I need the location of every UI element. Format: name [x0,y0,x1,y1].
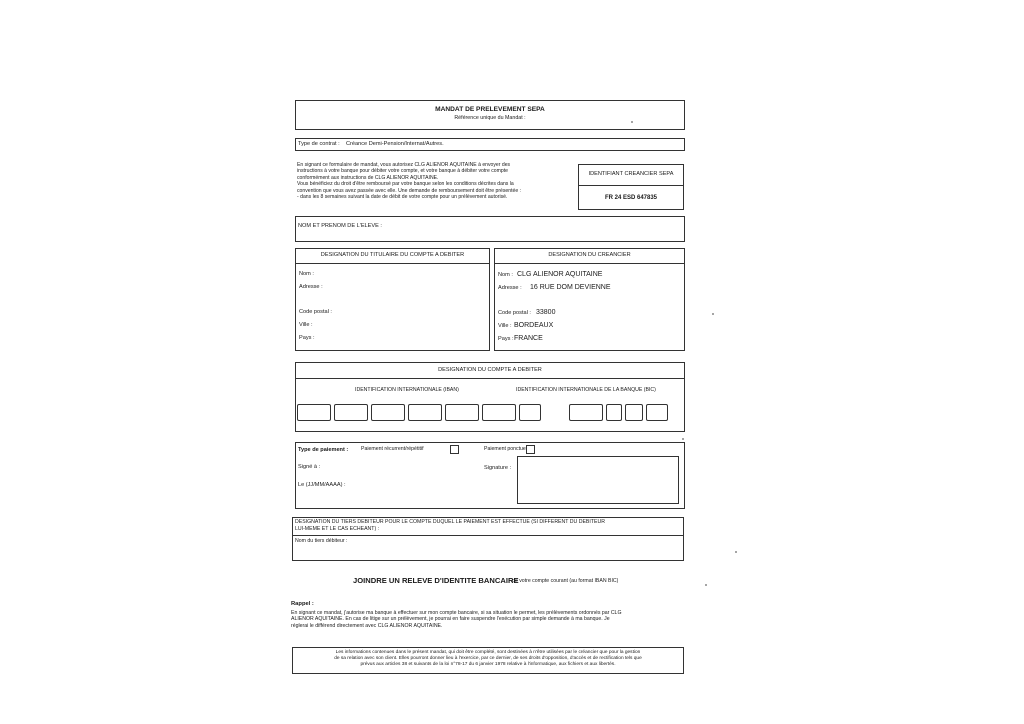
iban-group-5[interactable] [445,404,479,421]
rib-instruction-detail: de votre compte courant (au format IBAN BIC) [512,578,619,584]
payment-ponctuel-checkbox[interactable] [526,445,535,454]
scan-speck [705,584,707,586]
rappel-line: En signant ce mandat, j'autorise ma banque à effectuer sur mon compte bancaire, si sa situation le permet, les prélèvements ordonnés par CLG [291,610,622,616]
debtor-ville-label: Ville : [299,322,313,328]
creditor-id-divider [578,185,684,186]
privacy-line: de sa relation avec son client. Elles pourront donner lieu à l'exercice, par ce dernier, de ses droits d'opposition, d'accès et de rectification tels que [334,656,642,661]
creditor-code-postal-value: 33800 [536,309,556,316]
signature-label: Signature : [484,465,512,471]
iban-group-2[interactable] [334,404,368,421]
page-title: MANDAT DE PRELEVEMENT SEPA [435,106,545,113]
third-party-divider [292,535,684,536]
signed-at-label: Signé à : [298,464,321,470]
debtor-adresse-label: Adresse : [299,284,323,290]
creditor-title-divider [494,263,685,264]
rib-instruction: JOINDRE UN RELEVE D'IDENTITE BANCAIRE [353,576,519,585]
bic-group-1[interactable] [569,404,603,421]
contract-type-value: Créance Demi-Pension/Internat/Autres. [346,141,444,147]
payment-recurrent-label: Paiement récurrent/répétitif [361,446,424,452]
creditor-adresse-value: 16 RUE DOM DEVIENNE [530,284,611,291]
debtor-title-divider [295,263,490,264]
payment-ponctuel-label: Paiement ponctuel [484,446,527,452]
bic-group-3[interactable] [625,404,643,421]
iban-group-4[interactable] [408,404,442,421]
debtor-code-postal-label: Code postal : [299,309,332,315]
iban-group-6[interactable] [482,404,516,421]
third-party-title-line1: DESIGNATION DU TIERS DEBITEUR POUR LE COMPTE DUQUEL LE PAIEMENT EST EFFECTUE (SI DIFFERENT DU DEBITEUR [295,519,605,525]
intro-line: conformément aux instructions de CLG ALIENOR AQUITAINE. [297,174,439,181]
intro-line: convention que vous avez passée avec elle. Une demande de remboursement doit être présentée : [297,187,521,194]
creditor-id-value: FR 24 ESD 647835 [604,195,658,201]
scan-speck [682,438,684,440]
iban-group-7[interactable] [519,404,541,421]
bic-group-4[interactable] [646,404,668,421]
creditor-ville-label: Ville : [498,323,512,329]
payment-type-label: Type de paiement : [298,447,349,453]
bic-group-2[interactable] [606,404,622,421]
signature-field[interactable] [517,456,679,504]
third-party-name-label: Nom du tiers débiteur : [295,538,348,544]
creditor-id-label: IDENTIFIANT CREANCIER SEPA [588,171,674,177]
scan-speck [712,313,714,315]
third-party-title-line2: LUI-MEME ET LE CAS ECHEANT) : [295,526,380,532]
creditor-pays-value: FRANCE [514,335,543,342]
intro-line: - dans les 8 semaines suivant la date de débit de votre compte pour un prélèvement autorisé. [297,194,508,201]
rappel-paragraph [291,610,691,629]
payment-recurrent-checkbox[interactable] [450,445,459,454]
account-title: DESIGNATION DU COMPTE A DEBITER [438,367,542,373]
creditor-adresse-label: Adresse : [498,285,522,291]
creditor-nom-label: Nom : [498,272,513,278]
debtor-nom-label: Nom : [299,271,314,277]
intro-line: En signant ce formulaire de mandat, vous autorisez CLG ALIENOR AQUITAINE à envoyer des [297,162,511,168]
mandate-reference-label: Référence unique du Mandat : [454,115,526,121]
scan-speck [735,551,737,553]
debtor-title: DESIGNATION DU TITULAIRE DU COMPTE A DEBITER [320,252,465,258]
bic-label: IDENTIFICATION INTERNATIONALE DE LA BANQUE (BIC) [516,387,656,393]
intro-paragraph [297,162,572,200]
signature-date-label: Le (JJ/MM/AAAA) : [298,482,346,488]
iban-input-group[interactable] [297,404,557,421]
iban-group-1[interactable] [297,404,331,421]
account-title-divider [295,378,685,379]
iban-group-3[interactable] [371,404,405,421]
creditor-code-postal-label: Code postal : [498,310,531,316]
creditor-nom-value: CLG ALIENOR AQUITAINE [517,271,603,278]
scan-speck [631,121,633,123]
rappel-line: réglerai le différend directement avec CLG ALIENOR AQUITAINE. [291,622,443,629]
student-name-label: NOM ET PRENOM DE L'ELEVE : [298,223,382,229]
creditor-pays-label: Pays : [498,336,514,342]
privacy-line: Les informations contenues dans le présent mandat, qui doit être complété, sont destinées à n'être utilisées par le créancier que pour la gestion [335,650,641,655]
creditor-title: DESIGNATION DU CREANCIER [548,252,631,258]
privacy-paragraph [294,650,682,668]
iban-label: IDENTIFICATION INTERNATIONALE (IBAN) [355,387,459,393]
rappel-line: ALIENOR AQUITAINE. En cas de litige sur un prélèvement, je pourrai en faire suspendre l'exécution par simple demande à ma banque. Je [291,616,610,623]
privacy-line: prévus aux articles 38 et suivants de la loi n°78-17 du 6 janvier 1978 relative à l'informatique, aux fichiers et aux libertés. [360,662,616,667]
intro-line: instructions à votre banque pour débiter votre compte, et votre banque à débiter votre compte [297,168,508,175]
contract-type-label: Type de contrat : [298,141,340,147]
intro-line: Vous bénéficiez du droit d'être remboursé par votre banque selon les conditions décrites dans la [297,181,514,188]
bic-input-group[interactable] [569,404,673,421]
debtor-pays-label: Pays : [299,335,315,341]
creditor-ville-value: BORDEAUX [514,322,554,329]
rappel-title: Rappel : [291,601,314,607]
